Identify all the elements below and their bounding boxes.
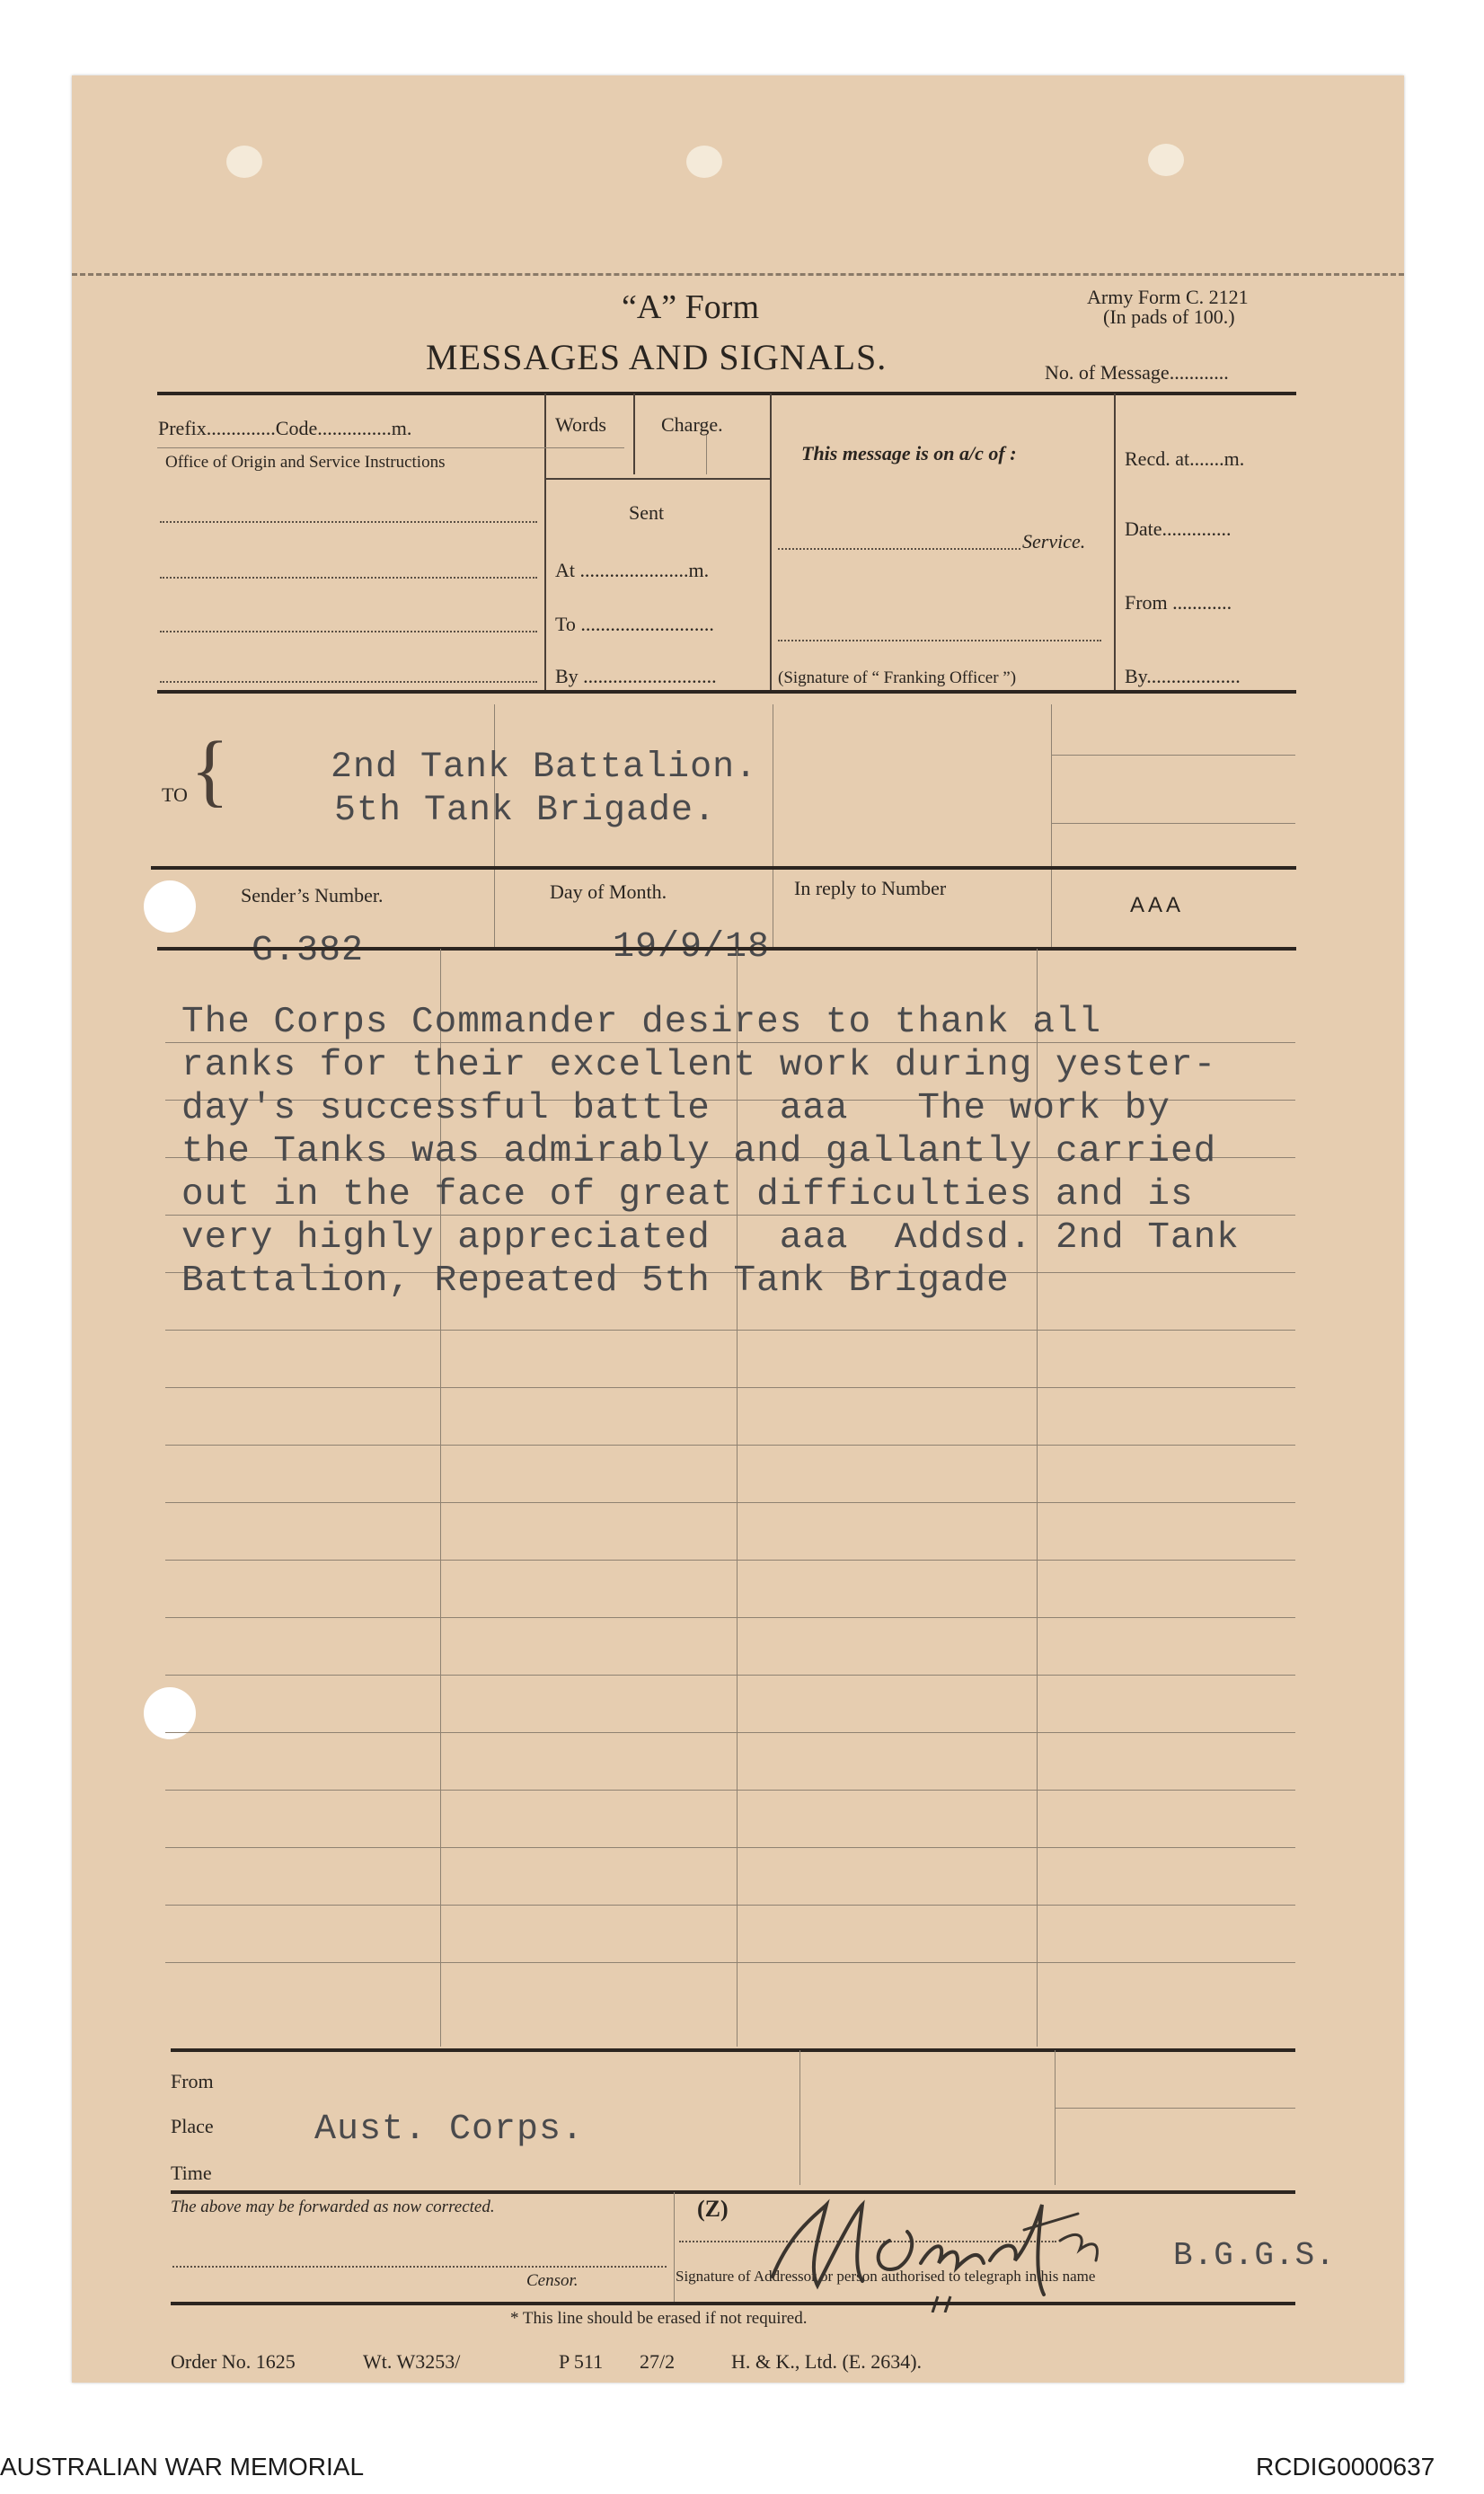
message-line: The Corps Commander desires to thank all [181, 1002, 1102, 1043]
handwritten-signature [755, 2178, 1132, 2313]
franking-officer-label: (Signature of “ Franking Officer ”) [778, 668, 1017, 687]
from-field: From ............ [1125, 591, 1232, 614]
senders-number-label: Sender’s Number. [241, 884, 384, 907]
sent-at-field: At ......................m. [555, 559, 710, 581]
to-brace-icon: { [190, 726, 230, 815]
service-label: Service. [1022, 530, 1086, 553]
sent-by-field: By ........................... [555, 665, 717, 687]
recd-at-field: Recd. at.......m. [1125, 447, 1245, 470]
perforation-line [72, 273, 1404, 276]
signature-title: B.G.G.S. [1173, 2237, 1336, 2274]
charge-label: Charge. [661, 413, 723, 436]
address-line-1: 2nd Tank Battalion. [331, 747, 758, 788]
message-body [181, 1001, 1240, 1303]
printer-note: H. & K., Ltd. (E. 2634). [731, 2350, 923, 2373]
punch-hole-top-left [226, 146, 262, 178]
z-mark: (Z) [697, 2196, 729, 2222]
archive-id: RCDIG0000637 [1256, 2453, 1435, 2481]
form-subtitle: MESSAGES AND SIGNALS. [426, 337, 888, 377]
sent-to-field: To ........................... [555, 613, 714, 635]
place-label: Place [171, 2115, 214, 2137]
time-label: Time [171, 2162, 212, 2184]
print-code: 27/2 [640, 2350, 676, 2373]
print-number: P 511 [559, 2350, 604, 2373]
day-of-month-label: Day of Month. [550, 880, 667, 903]
forward-note: The above may be forwarded as now corrected. [171, 2198, 495, 2216]
day-of-month-value: 19/9/18 [613, 927, 771, 968]
punch-hole-top-right [1148, 144, 1184, 176]
senders-number-value: G.382 [252, 931, 365, 971]
army-form-number: Army Form C. 2121 [1087, 286, 1249, 308]
punch-hole-side-upper [144, 880, 196, 933]
by-field: By................... [1125, 665, 1241, 687]
message-line: out in the face of great difficulties and is [181, 1174, 1194, 1216]
message-number-field: No. of Message............ [1045, 361, 1229, 384]
place-value: Aust. Corps. [314, 2109, 585, 2150]
message-line: Battalion, Repeated 5th Tank Brigade [181, 1260, 1010, 1302]
office-of-origin-label: Office of Origin and Service Instructions [165, 453, 446, 472]
account-label: This message is on a/c of : [801, 442, 1017, 464]
weight-number: Wt. W3253/ [363, 2350, 461, 2373]
in-reply-label: In reply to Number [794, 877, 947, 899]
words-label: Words [555, 413, 606, 436]
date-field: Date.............. [1125, 517, 1232, 540]
order-number: Order No. 1625 [171, 2350, 296, 2373]
censor-label: Censor. [526, 2271, 579, 2290]
erase-note: * This line should be erased if not required. [510, 2309, 808, 2328]
signature-caption: Signature of Addressor or person authorised to telegraph in his name [676, 2268, 1096, 2285]
from-label-bottom: From [171, 2070, 214, 2092]
message-line: very highly appreciated aaa Addsd. 2nd Tank [181, 1217, 1240, 1259]
sent-label: Sent [629, 501, 665, 524]
to-label: TO [162, 783, 188, 806]
address-line-2: 5th Tank Brigade. [334, 791, 717, 831]
message-line: the Tanks was admirably and gallantly carried [181, 1131, 1217, 1172]
aaa-label: AAA [1130, 893, 1185, 917]
punch-hole-top-center [686, 146, 722, 178]
form-title: “A” Form [622, 288, 760, 326]
prefix-code-field: Prefix..............Code...............m. [158, 417, 412, 439]
message-line: ranks for their excellent work during yester- [181, 1045, 1217, 1086]
message-line: day's successful battle aaa The work by [181, 1088, 1170, 1129]
archive-credit: AUSTRALIAN WAR MEMORIAL [0, 2453, 365, 2481]
pads-note: (In pads of 100.) [1103, 305, 1235, 328]
message-form [72, 75, 1404, 2383]
